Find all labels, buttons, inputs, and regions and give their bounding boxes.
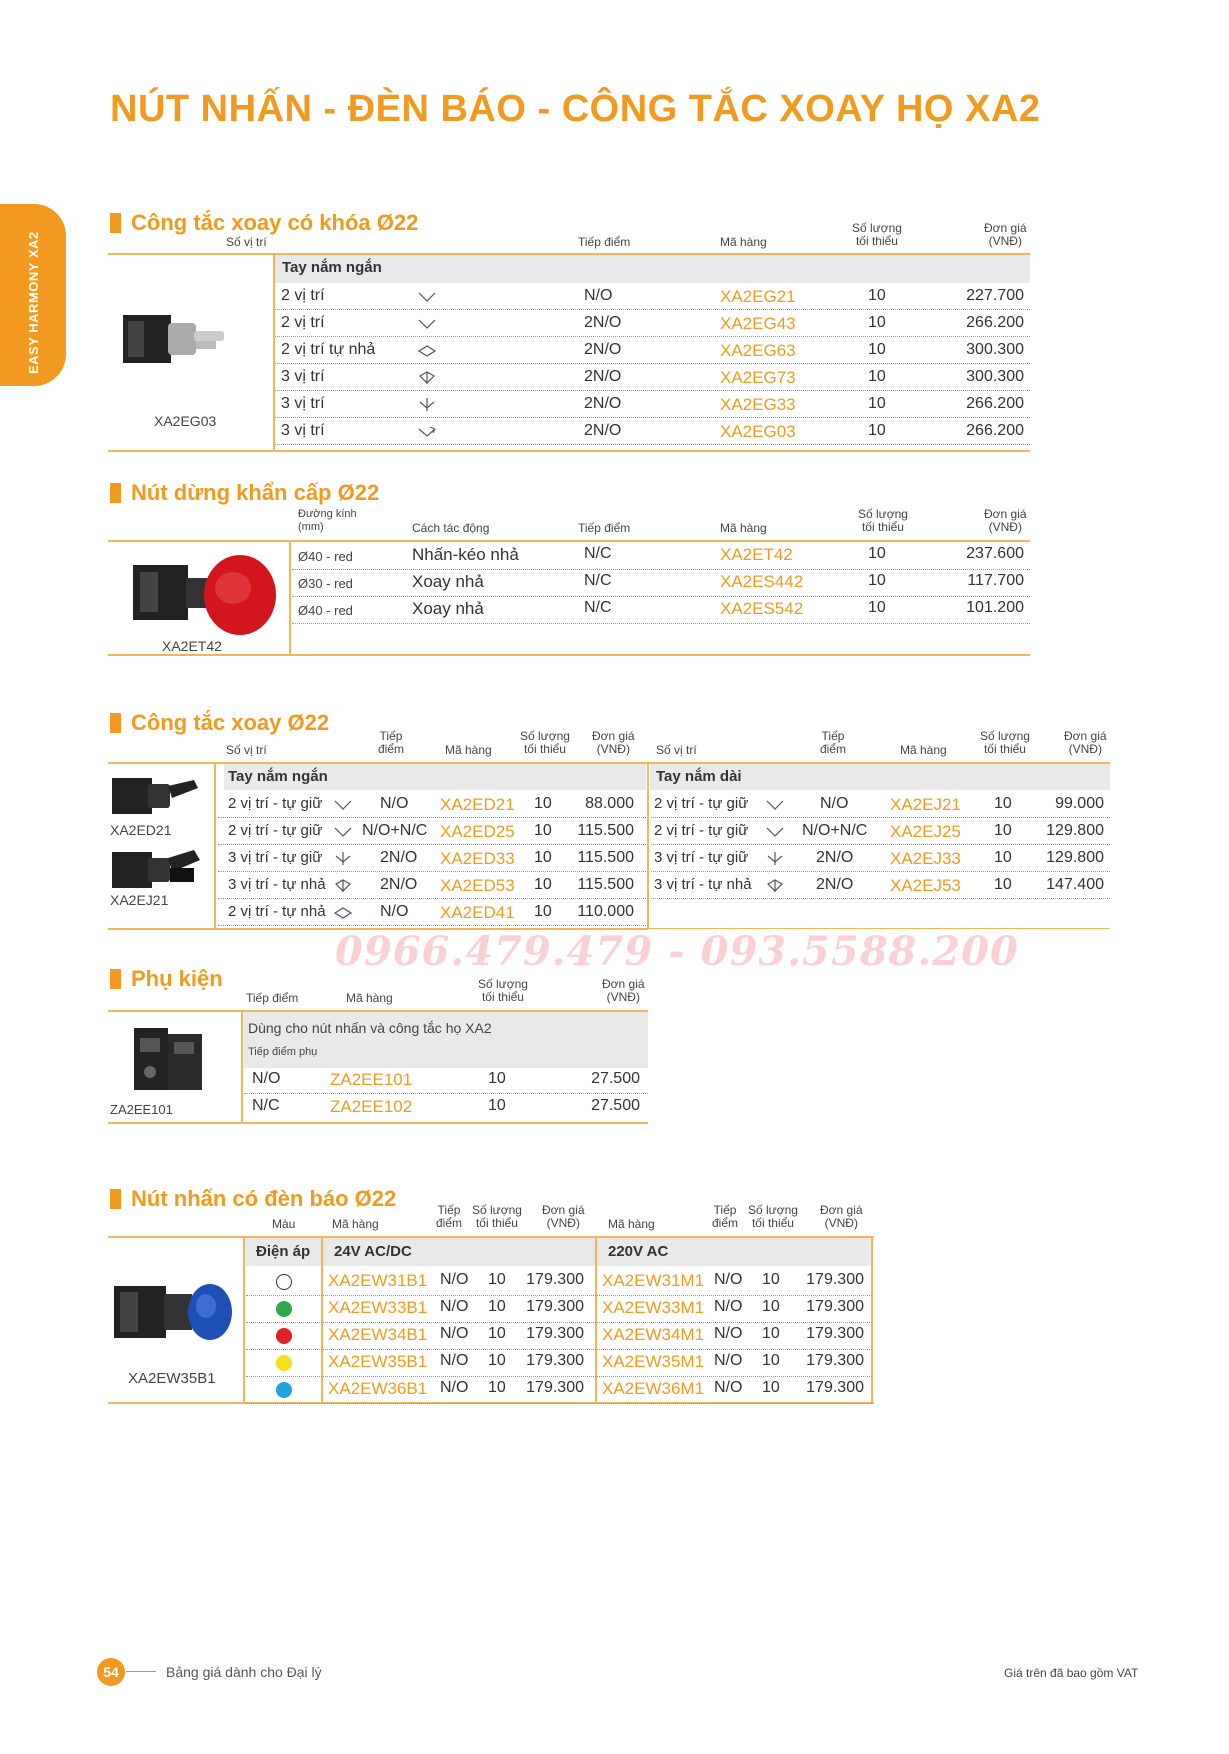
position-symbol-icon — [334, 852, 352, 871]
product-code-220v[interactable]: XA2EW35M1 — [602, 1352, 705, 1371]
product-code-24v[interactable]: XA2EW33B1 — [328, 1298, 428, 1317]
header-qty: Số lượng tối thiểu — [852, 221, 902, 248]
accessory-note: Dùng cho nút nhấn và công tắc họ XA2 — [248, 1020, 492, 1036]
diameter: Ø30 - red — [298, 576, 353, 591]
unit-price: 115.500 — [577, 876, 634, 893]
header-price: Đơn giá (VNĐ) — [984, 221, 1027, 248]
voltage-label: Điện áp — [256, 1243, 311, 1260]
min-qty: 10 — [488, 1070, 506, 1087]
contact-type: N/O — [584, 287, 613, 304]
accessory-subnote: Tiếp điểm phụ — [248, 1046, 318, 1058]
min-qty: 10 — [534, 876, 552, 893]
row-divider — [275, 390, 1030, 391]
action-type: Xoay nhả — [412, 599, 484, 618]
header-price-24v: Đơn giá (VNĐ) — [542, 1203, 585, 1230]
unit-price: 179.300 — [806, 1271, 864, 1288]
row-divider — [218, 871, 646, 872]
contact-type: 2N/O — [584, 314, 622, 331]
action-type: Nhấn-kéo nhả — [412, 545, 519, 564]
min-qty: 10 — [868, 287, 886, 304]
position-label: 3 vị trí — [281, 422, 325, 439]
position-label: 2 vị trí - tự giữ — [228, 822, 323, 839]
page-number: 54 — [97, 1658, 125, 1686]
unit-price: 179.300 — [806, 1298, 864, 1315]
header-positions-left: Số vị trí — [226, 743, 267, 757]
header-contact-24v: Tiếp điểm — [436, 1203, 463, 1230]
unit-price: 27.500 — [591, 1070, 640, 1087]
position-label: 3 vị trí — [281, 395, 325, 412]
product-code[interactable]: XA2EG21 — [720, 287, 796, 306]
product-code[interactable]: XA2ED21 — [440, 795, 515, 814]
contact-type: N/O — [440, 1298, 469, 1315]
position-symbol-icon — [334, 906, 352, 925]
row-divider — [275, 444, 1030, 445]
contact-type: N/O+N/C — [802, 822, 868, 839]
header-code-220v: Mã hàng — [608, 1217, 655, 1231]
action-type: Xoay nhả — [412, 572, 484, 591]
contact-type: N/C — [252, 1097, 280, 1114]
position-symbol-icon — [766, 825, 784, 844]
row-divider — [651, 844, 1110, 845]
section-title-accessories: Phụ kiện — [110, 966, 223, 992]
row-divider — [651, 871, 1110, 872]
min-qty: 10 — [868, 545, 886, 562]
row-divider — [218, 817, 646, 818]
product-code[interactable]: XA2ET42 — [720, 545, 793, 564]
contact-type: 2N/O — [584, 395, 622, 412]
color-indicator-icon — [276, 1382, 292, 1398]
unit-price: 129.800 — [1046, 822, 1104, 839]
product-image-key-switch — [118, 305, 228, 380]
unit-price: 179.300 — [806, 1379, 864, 1396]
contact-type: N/O — [252, 1070, 281, 1087]
min-qty: 10 — [488, 1379, 506, 1396]
unit-price: 179.300 — [526, 1379, 584, 1396]
position-symbol-icon — [334, 879, 352, 898]
product-code[interactable]: XA2ED53 — [440, 876, 515, 895]
unit-price: 179.300 — [806, 1352, 864, 1369]
product-label: XA2EG03 — [154, 413, 217, 429]
voltage-220v: 220V AC — [608, 1243, 669, 1260]
header-qty-left: Số lượng tối thiểu — [520, 729, 570, 756]
product-code[interactable]: XA2EG33 — [720, 395, 796, 414]
color-indicator-icon — [276, 1328, 292, 1344]
product-image-pilot-button — [110, 1272, 240, 1357]
product-code[interactable]: XA2ED25 — [440, 822, 515, 841]
color-indicator-icon — [276, 1355, 292, 1371]
section-title-selector-switch: Công tắc xoay Ø22 — [110, 710, 329, 736]
min-qty: 10 — [762, 1271, 780, 1288]
position-label: 2 vị trí — [281, 314, 325, 331]
unit-price: 27.500 — [591, 1097, 640, 1114]
product-code-220v[interactable]: XA2EW33M1 — [602, 1298, 705, 1317]
contact-type: 2N/O — [584, 368, 622, 385]
min-qty: 10 — [868, 368, 886, 385]
header-code: Mã hàng — [720, 521, 767, 535]
row-divider — [292, 569, 1030, 570]
unit-price: 237.600 — [966, 545, 1024, 562]
unit-price: 266.200 — [966, 422, 1024, 439]
min-qty: 10 — [534, 795, 552, 812]
contact-type: N/O — [714, 1325, 743, 1342]
header-price: Đơn giá (VNĐ) — [984, 507, 1027, 534]
watermark: 0966.479.479 - 093.5588.200 — [335, 928, 1019, 975]
product-image-selector-short — [108, 772, 203, 827]
min-qty: 10 — [868, 314, 886, 331]
min-qty: 10 — [994, 795, 1012, 812]
side-tab — [0, 204, 66, 386]
row-divider — [218, 844, 646, 845]
position-label: 3 vị trí - tự nhả — [228, 876, 326, 893]
unit-price: 179.300 — [526, 1325, 584, 1342]
product-label: XA2ET42 — [162, 638, 222, 654]
contact-type: N/O — [380, 795, 409, 812]
row-divider — [246, 1295, 872, 1296]
diamond-icon — [418, 344, 436, 363]
contact-type: N/O — [440, 1379, 469, 1396]
group-short-handle: Tay nắm ngắn — [228, 768, 328, 785]
min-qty: 10 — [868, 395, 886, 412]
unit-price: 115.500 — [577, 822, 634, 839]
min-qty: 10 — [762, 1325, 780, 1342]
unit-price: 266.200 — [966, 314, 1024, 331]
color-indicator-icon — [276, 1301, 292, 1317]
contact-type: N/O — [714, 1298, 743, 1315]
row-divider — [246, 1322, 872, 1323]
contact-type: 2N/O — [584, 422, 622, 439]
unit-price: 88.000 — [585, 795, 634, 812]
position-symbol-icon — [334, 825, 352, 844]
header-code: Mã hàng — [346, 991, 393, 1005]
position-label: 3 vị trí - tự giữ — [228, 849, 323, 866]
row-divider — [218, 898, 646, 899]
product-image-contact-block — [128, 1020, 208, 1105]
header-code-24v: Mã hàng — [332, 1217, 379, 1231]
contact-type: N/O — [714, 1271, 743, 1288]
product-label: XA2ED21 — [110, 822, 172, 838]
chevron-v-icon — [418, 290, 436, 309]
row-divider — [651, 817, 1110, 818]
min-qty: 10 — [762, 1379, 780, 1396]
row-divider — [275, 363, 1030, 364]
min-qty: 10 — [762, 1352, 780, 1369]
row-divider — [275, 309, 1030, 310]
product-code-220v[interactable]: XA2EW31M1 — [602, 1271, 705, 1290]
position-symbol-icon — [766, 879, 784, 898]
product-code-220v[interactable]: XA2EW36M1 — [602, 1379, 705, 1398]
min-qty: 10 — [488, 1097, 506, 1114]
diameter: Ø40 - red — [298, 603, 353, 618]
footer-left: Bảng giá dành cho Đại lý — [166, 1664, 322, 1680]
row-divider — [275, 417, 1030, 418]
position-label: 2 vị trí tự nhả — [281, 341, 376, 358]
contact-type: N/O — [440, 1352, 469, 1369]
product-code[interactable]: ZA2EE102 — [330, 1097, 413, 1116]
header-code: Mã hàng — [720, 235, 767, 249]
product-code[interactable]: XA2EG03 — [720, 422, 796, 441]
group-long-handle: Tay nắm dài — [656, 768, 742, 785]
contact-type: 2N/O — [380, 876, 418, 893]
product-code-24v[interactable]: XA2EW35B1 — [328, 1352, 428, 1371]
unit-price: 227.700 — [966, 287, 1024, 304]
min-qty: 10 — [488, 1325, 506, 1342]
row-divider — [246, 1376, 872, 1377]
position-label: 3 vị trí — [281, 368, 325, 385]
unit-price: 129.800 — [1046, 849, 1104, 866]
chevron-v-icon — [418, 425, 436, 444]
contact-type: N/O — [714, 1379, 743, 1396]
unit-price: 110.000 — [577, 903, 634, 920]
product-code[interactable]: XA2ES542 — [720, 599, 804, 618]
header-price: Đơn giá (VNĐ) — [602, 977, 645, 1004]
product-label: XA2EW35B1 — [128, 1370, 216, 1387]
contact-type: N/O — [714, 1352, 743, 1369]
product-code[interactable]: XA2ED33 — [440, 849, 515, 868]
product-code[interactable]: XA2EJ21 — [890, 795, 961, 814]
header-color: Màu — [272, 1217, 296, 1231]
min-qty: 10 — [534, 903, 552, 920]
min-qty: 10 — [994, 822, 1012, 839]
color-indicator-icon — [276, 1274, 292, 1290]
contact-type: N/O — [440, 1325, 469, 1342]
header-qty-220v: Số lượng tối thiểu — [748, 1203, 798, 1230]
row-divider — [651, 898, 1110, 899]
position-symbol-icon — [766, 798, 784, 817]
contact-type: N/O — [380, 903, 409, 920]
min-qty: 10 — [868, 422, 886, 439]
position-label: 2 vị trí - tự giữ — [654, 822, 749, 839]
header-code-right: Mã hàng — [900, 743, 947, 757]
product-code-24v[interactable]: XA2EW31B1 — [328, 1271, 428, 1290]
header-contact: Tiếp điểm — [246, 991, 299, 1005]
position-label: 2 vị trí - tự giữ — [228, 795, 323, 812]
contact-type: N/C — [584, 572, 612, 589]
min-qty: 10 — [994, 849, 1012, 866]
header-price-left: Đơn giá (VNĐ) — [592, 729, 635, 756]
product-code[interactable]: XA2ED41 — [440, 903, 515, 922]
product-code[interactable]: XA2EJ25 — [890, 822, 961, 841]
row-divider — [292, 596, 1030, 597]
header-price-220v: Đơn giá (VNĐ) — [820, 1203, 863, 1230]
unit-price: 117.700 — [967, 572, 1024, 589]
unit-price: 179.300 — [806, 1325, 864, 1342]
header-diameter: Đường kính (mm) — [298, 508, 357, 533]
product-label: ZA2EE101 — [110, 1102, 173, 1117]
chevron-v-icon — [418, 317, 436, 336]
header-code-left: Mã hàng — [445, 743, 492, 757]
section-title-emergency-stop: Nút dừng khẩn cấp Ø22 — [110, 480, 379, 506]
section-title-key-switch: Công tắc xoay có khóa Ø22 — [110, 210, 418, 236]
voltage-24v: 24V AC/DC — [334, 1243, 412, 1260]
header-contact: Tiếp điểm — [578, 521, 631, 535]
product-code[interactable]: XA2EJ53 — [890, 876, 961, 895]
contact-type: 2N/O — [816, 849, 854, 866]
position-label: 2 vị trí — [281, 287, 325, 304]
min-qty: 10 — [534, 849, 552, 866]
contact-type: N/O — [440, 1271, 469, 1288]
unit-price: 179.300 — [526, 1352, 584, 1369]
header-qty: Số lượng tối thiểu — [858, 507, 908, 534]
header-contact-right: Tiếp điểm — [820, 729, 847, 756]
unit-price: 300.300 — [966, 368, 1024, 385]
section-title-pilot-button: Nút nhấn có đèn báo Ø22 — [110, 1186, 396, 1212]
min-qty: 10 — [868, 341, 886, 358]
product-image-emergency-stop — [128, 550, 283, 650]
row-divider — [275, 336, 1030, 337]
unit-price: 179.300 — [526, 1271, 584, 1288]
position-symbol-icon — [766, 852, 784, 871]
product-code[interactable]: XA2EG63 — [720, 341, 796, 360]
position-label: 2 vị trí - tự giữ — [654, 795, 749, 812]
row-divider — [246, 1349, 872, 1350]
product-code[interactable]: XA2EJ33 — [890, 849, 961, 868]
min-qty: 10 — [994, 876, 1012, 893]
min-qty: 10 — [534, 822, 552, 839]
contact-type: 2N/O — [584, 341, 622, 358]
page-title: NÚT NHẤN - ĐÈN BÁO - CÔNG TẮC XOAY HỌ XA2 — [110, 88, 1041, 130]
row-divider — [292, 623, 1030, 624]
unit-price: 99.000 — [1055, 795, 1104, 812]
product-code[interactable]: ZA2EE101 — [330, 1070, 413, 1089]
contact-type: N/O — [820, 795, 849, 812]
header-contact: Tiếp điểm — [578, 235, 631, 249]
product-code-24v[interactable]: XA2EW34B1 — [328, 1325, 428, 1344]
header-contact-left: Tiếp điểm — [378, 729, 405, 756]
contact-type: N/O+N/C — [362, 822, 428, 839]
group-short-handle: Tay nắm ngắn — [282, 259, 382, 276]
unit-price: 147.400 — [1046, 876, 1104, 893]
side-tab-label: EASY HARMONY XA2 — [26, 231, 41, 374]
contact-type: N/C — [584, 545, 612, 562]
min-qty: 10 — [868, 599, 886, 616]
three-position-icon — [418, 398, 436, 417]
row-divider — [218, 925, 646, 926]
product-label: XA2EJ21 — [110, 892, 169, 908]
product-code[interactable]: XA2EG73 — [720, 368, 796, 387]
position-symbol-icon — [334, 798, 352, 817]
header-positions-right: Số vị trí — [656, 743, 697, 757]
product-code-220v[interactable]: XA2EW34M1 — [602, 1325, 705, 1344]
contact-type: 2N/O — [816, 876, 854, 893]
unit-price: 101.200 — [966, 599, 1024, 616]
min-qty: 10 — [488, 1298, 506, 1315]
unit-price: 115.500 — [577, 849, 634, 866]
row-divider — [244, 1093, 648, 1094]
header-qty: Số lượng tối thiểu — [478, 977, 528, 1004]
footer-right: Giá trên đã bao gồm VAT — [1004, 1666, 1139, 1680]
contact-type: N/C — [584, 599, 612, 616]
min-qty: 10 — [868, 572, 886, 589]
unit-price: 179.300 — [526, 1298, 584, 1315]
product-code[interactable]: XA2ES442 — [720, 572, 804, 591]
header-qty-right: Số lượng tối thiểu — [980, 729, 1030, 756]
row-divider — [246, 1403, 872, 1404]
header-action: Cách tác động — [412, 521, 490, 535]
position-label: 2 vị trí - tự nhả — [228, 903, 326, 920]
position-label: 3 vị trí - tự giữ — [654, 849, 749, 866]
diameter: Ø40 - red — [298, 549, 353, 564]
unit-price: 300.300 — [966, 341, 1024, 358]
position-label: 3 vị trí - tự nhả — [654, 876, 752, 893]
contact-type: 2N/O — [380, 849, 418, 866]
header-positions: Số vị trí — [226, 235, 267, 249]
min-qty: 10 — [488, 1352, 506, 1369]
product-code-24v[interactable]: XA2EW36B1 — [328, 1379, 428, 1398]
product-code[interactable]: XA2EG43 — [720, 314, 796, 333]
unit-price: 266.200 — [966, 395, 1024, 412]
header-price-right: Đơn giá (VNĐ) — [1064, 729, 1107, 756]
min-qty: 10 — [488, 1271, 506, 1288]
min-qty: 10 — [762, 1298, 780, 1315]
header-contact-220v: Tiếp điểm — [712, 1203, 739, 1230]
three-position-icon — [418, 371, 436, 390]
header-qty-24v: Số lượng tối thiểu — [472, 1203, 522, 1230]
